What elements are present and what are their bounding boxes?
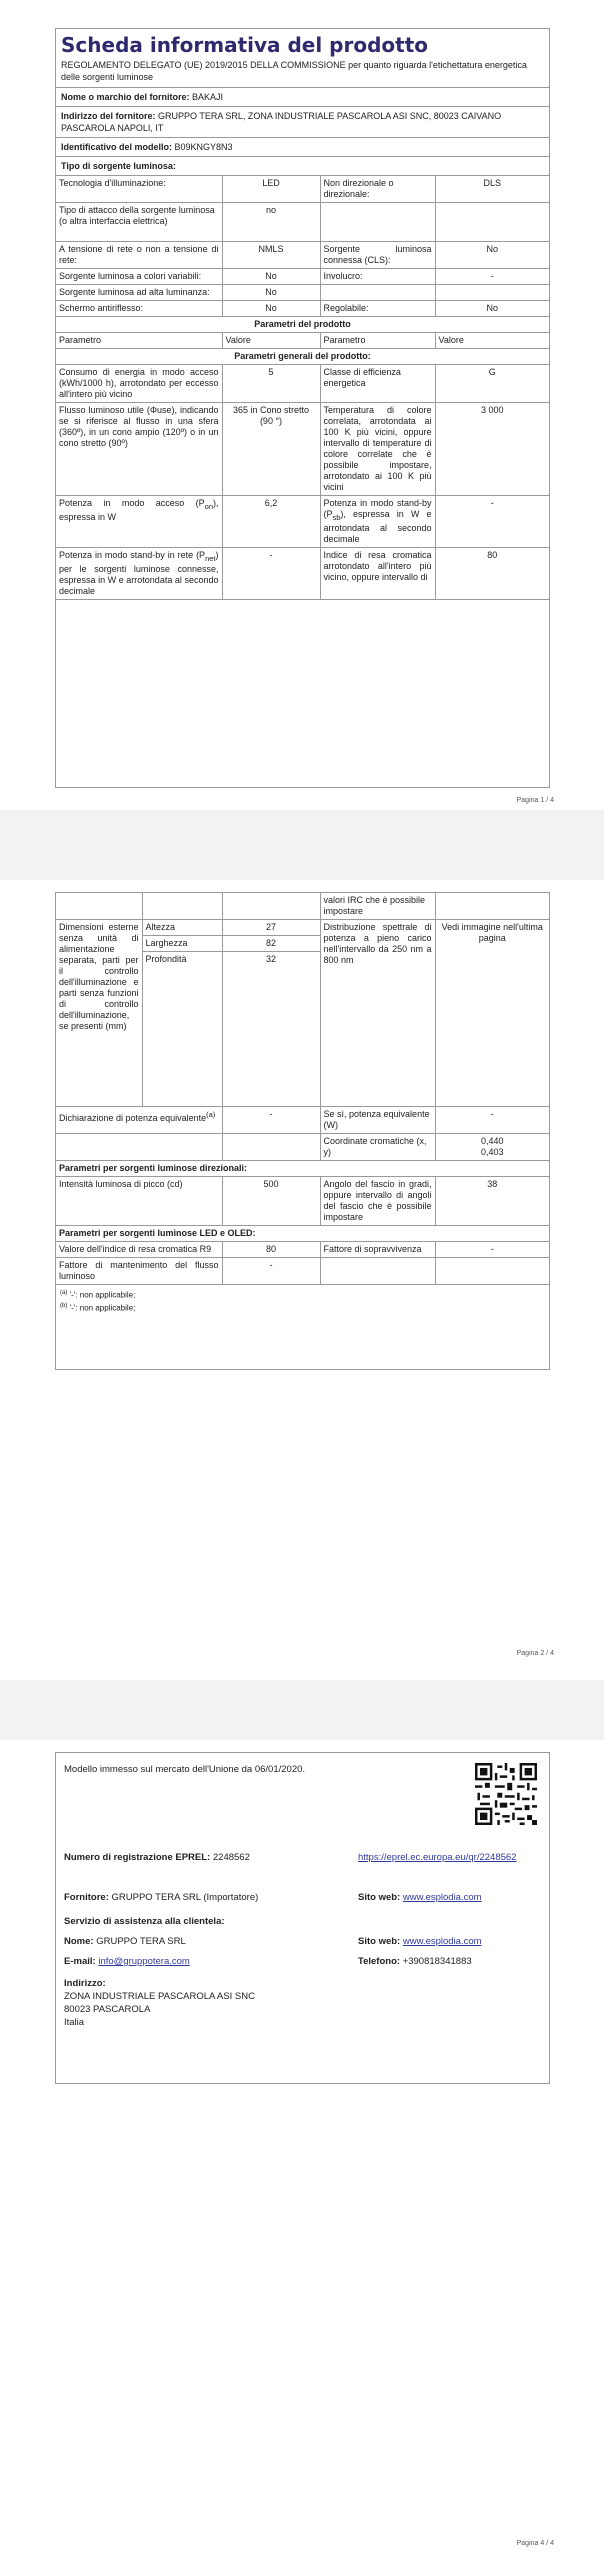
address-line-2: 80023 PASCAROLA [64,2004,151,2015]
website-row [358,1891,482,1904]
equiv-w-value: - [435,1107,549,1134]
directional-heading: Parametri per sorgenti luminose direzionali: [56,1161,549,1177]
class-label: Classe di efficienza energetica [320,365,435,403]
spd-label: Distribuzione spettrale di potenza a pieno carico nell'intervallo da 250 nm a 800 nm [320,920,435,1107]
empty-cell [222,1134,320,1161]
eprel-number: 2248562 [212,1852,250,1863]
cct-label: Temperatura di colore correlata, arrotondata ai 100 K più vicini, oppure intervallo di temperature di colore correlate che è possibile impostare, arrotondato ai 100 K più vicini [320,403,435,496]
sheet-title: Scheda informativa del prodotto [61,33,429,57]
empty-cell [435,285,549,301]
general-params-heading: Parametri generali del prodotto: [56,349,549,365]
empty-cell [56,893,142,920]
footnote-a [60,1288,545,1301]
surv-value: - [435,1242,549,1258]
pnet-label [56,547,222,599]
colour-value: No [222,269,320,285]
psb-label-pre: Potenza in modo stand-by (P [323,498,432,519]
page-number: Pagina 2 / 4 [516,1650,554,1657]
address-label: Indirizzo: [64,1978,106,1989]
email-link[interactable]: info@gruppotera.com [98,1956,190,1967]
cri-label: Indice di resa cromatica arrotondato all'intero più vicino, oppure intervallo di [320,547,435,599]
empty-cell [435,893,549,920]
class-value: G [435,365,549,403]
footnote-a-text: '-': non applicabile; [69,1290,136,1300]
empty-cell [435,203,549,242]
spd-value: Vedi immagine nell'ultima pagina [435,920,549,1107]
led-heading: Parametri per sorgenti luminose LED e OLED: [56,1226,549,1242]
footnote-b-mark: (b) [60,1302,68,1309]
highlum-value: No [222,285,320,301]
height-value: 27 [222,920,320,936]
cap-label: Tipo di attacco della sorgente luminosa (o altra interfaccia elettrica) [56,203,222,242]
model-label: Identificativo del modello: [61,142,173,152]
page-4 [0,1740,604,2560]
beam-label: Angolo del fascio in gradi, oppure intervallo di angoli del fascio che è possibile impostare [320,1177,435,1226]
pnet-label-pre: Potenza in modo stand-by in rete (P [59,549,206,560]
website-link[interactable]: www.esplodia.com [402,1892,482,1903]
equiv-value: - [222,1107,320,1134]
website2-row [358,1935,482,1948]
mains-value: NMLS [222,242,320,269]
width-label: Larghezza [142,936,222,952]
address-block [64,1977,255,2029]
page-2 [0,880,604,1680]
cri-cont: valori IRC che è possibile impostare [320,893,435,920]
pon-label-post: ), espressa in W [59,498,219,522]
page-1 [0,0,604,810]
product-sheet-frame-continued [55,892,550,1370]
pnet-sub: net [205,553,216,563]
website2-link[interactable]: www.esplodia.com [402,1936,482,1947]
page-number: Pagina 4 / 4 [516,2540,554,2547]
footnote-a-mark: (a) [60,1290,68,1296]
source-type-table [56,176,549,600]
colour-label: Sorgente luminosa a colori variabili: [56,269,222,285]
footnote-b-text: '-': non applicabile; [69,1303,136,1313]
empty-cell [56,1134,222,1161]
highlum-label: Sorgente luminosa ad alta luminanza: [56,285,222,301]
page-number: Pagina 1 / 4 [516,797,554,804]
email-row [64,1955,190,1968]
footnotes [56,1285,549,1316]
energy-label: Consumo di energia in modo acceso (kWh/1000 h), arrotondato per eccesso all'intero più vicino [56,365,222,403]
flux-label: Flusso luminoso utile (Φuse), indicando se si riferisce al flusso in una sfera (360º), in un cono ampio (120º) o in un cono stretto (90º) [56,403,222,496]
col-param-header: Parametro [56,333,222,349]
dims-label: Dimensioni esterne senza unità di alimentazione separata, parti per il controllo dell'illuminazione e parti senza funzioni di controllo dell'illuminazione, se presenti (mm) [56,920,142,1107]
psb-label [320,496,435,548]
depth-value: 32 [222,952,320,1107]
footnote-b [60,1301,545,1314]
phone-row [358,1955,472,1968]
market-date: Modello immesso sul mercato dell'Unione da 06/01/2020. [64,1764,306,1775]
contact-name-row [64,1935,186,1948]
depth-label: Profondità [142,952,222,1107]
supplier-row [64,1891,258,1904]
empty-cell [222,893,320,920]
supplier-label: Fornitore: [64,1892,109,1903]
antiglare-label: Schermo antiriflesso: [56,301,222,317]
nondir-value: DLS [435,176,549,203]
chroma-label: Coordinate cromatiche (x, y) [320,1134,435,1161]
envelope-label: Involucro: [320,269,435,285]
r9-value: 80 [222,1242,320,1258]
pon-value: 6,2 [222,496,320,548]
mains-label: A tensione di rete o non a tensione di rete: [56,242,222,269]
address-line-1: ZONA INDUSTRIALE PASCAROLA ASI SNC [64,1991,255,2002]
width-value: 82 [222,936,320,952]
nondir-label: Non direzionale o direzionale: [320,176,435,203]
cap-value: no [222,203,320,242]
envelope-value: - [435,269,549,285]
pnet-label-post: ) per le sorgenti luminose connesse, espressa in W e arrotondata al secondo decimale [59,549,219,596]
maint-value: - [222,1258,320,1285]
model-id: B09KNGY8N3 [174,142,233,152]
equiv-w-label: Se sì, potenza equivalente (W) [320,1107,435,1134]
col-value-header: Valore [435,333,549,349]
energy-value: 5 [222,365,320,403]
r9-label: Valore dell'indice di resa cromatica R9 [56,1242,222,1258]
website-label: Sito web: [358,1892,401,1903]
empty-cell [142,893,222,920]
dimmable-label: Regolabile: [320,301,435,317]
supplier-name-row [56,88,549,107]
website2-label: Sito web: [358,1936,401,1947]
chroma-y: 0,403 [480,1147,504,1157]
pon-label-pre: Potenza in modo acceso (P [59,498,205,508]
source-type-heading: Tipo di sorgente luminosa: [56,157,549,176]
empty-cell [435,1258,549,1285]
peak-value: 500 [222,1177,320,1226]
psb-label-post: ), espressa in W e arrotondata al secondo decimale [323,509,432,544]
empty-cell [320,285,435,301]
params-table-continued [56,893,549,1285]
phone-value: +390818341883 [402,1956,472,1967]
chroma-value [435,1134,549,1161]
flux-value: 365 in Cono stretto (90 °) [222,403,320,496]
email-label: E-mail: [64,1956,96,1967]
empty-cell [320,203,435,242]
chroma-x: 0,440 [480,1136,504,1146]
surv-label: Fattore di sopravvivenza [320,1242,435,1258]
eprel-label: Numero di registrazione EPREL: [64,1852,211,1863]
beam-value: 38 [435,1177,549,1226]
eprel-link[interactable]: https://eprel.ec.europa.eu/qr/2248562 [358,1852,517,1863]
connected-value: No [435,242,549,269]
col-value-header: Valore [222,333,320,349]
supplier-name-label: Nome o marchio del fornitore: [61,92,190,102]
col-param-header: Parametro [320,333,435,349]
cri-value: 80 [435,547,549,599]
maint-label: Fattore di mantenimento del flusso luminoso [56,1258,222,1285]
params-heading: Parametri del prodotto [56,317,549,333]
dimmable-value: No [435,301,549,317]
address-line-3: Italia [64,2017,85,2028]
psb-sub: sb [332,512,341,522]
height-label: Altezza [142,920,222,936]
contact-name: GRUPPO TERA SRL [96,1936,186,1947]
product-sheet-frame [55,28,550,788]
qr-code-icon[interactable] [475,1763,537,1825]
contact-name-label: Nome: [64,1936,94,1947]
supplier-address: GRUPPO TERA SRL, ZONA INDUSTRIALE PASCAROLA ASI SNC, 80023 CAIVANO PASCAROLA NAPOLI, IT [61,111,502,133]
cct-value: 3 000 [435,403,549,496]
customer-service-heading: Servizio di assistenza alla clientela: [64,1916,225,1927]
equiv-label [56,1107,222,1134]
antiglare-value: No [222,301,320,317]
contact-frame [55,1752,550,2084]
phone-label: Telefono: [358,1956,401,1967]
supplier-address-row [56,107,549,138]
equiv-sup: (a) [206,1110,216,1119]
pon-label [56,496,222,548]
supplier-value: GRUPPO TERA SRL (Importatore) [111,1892,259,1903]
supplier-address-label: Indirizzo del fornitore: [61,111,156,121]
tech-label: Tecnologia d'illuminazione: [56,176,222,203]
psb-value: - [435,496,549,548]
supplier-name: BAKAJI [192,92,224,102]
equiv-label-text: Dichiarazione di potenza equivalente [59,1113,207,1123]
regulation-text: REGOLAMENTO DELEGATO (UE) 2019/2015 DELLA COMMISSIONE per quanto riguarda l'etichettatura energetica delle sorgenti luminose [56,59,549,88]
eprel-row [64,1851,250,1864]
empty-cell [320,1258,435,1285]
model-row [56,138,549,157]
peak-label: Intensità luminosa di picco (cd) [56,1177,222,1226]
tech-value: LED [222,176,320,203]
pnet-value: - [222,547,320,599]
connected-label: Sorgente luminosa connessa (CLS): [320,242,435,269]
pon-sub: on [204,501,213,511]
